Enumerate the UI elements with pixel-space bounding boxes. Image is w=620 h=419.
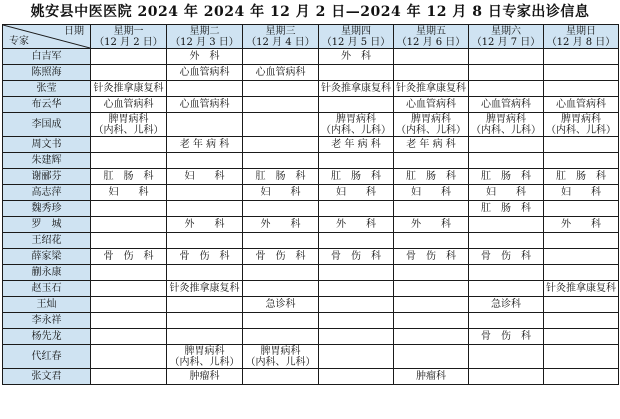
schedule-cell [469, 249, 544, 265]
doctor-name: 周文书 [3, 137, 91, 153]
corner-date-label: 日期 [64, 26, 84, 37]
schedule-cell [167, 217, 243, 233]
table-row [3, 265, 619, 281]
schedule-cell [243, 49, 319, 65]
department-label: 骨 伤 科 [331, 251, 381, 262]
doctor-name: 李永祥 [3, 313, 91, 329]
day-header [544, 25, 619, 49]
department-label: 脾胃病科 （内科、儿科） [321, 113, 391, 136]
schedule-cell [167, 137, 243, 153]
schedule-cell [319, 313, 394, 329]
schedule-cell [167, 233, 243, 249]
department-label: 心血管病科 [556, 99, 606, 110]
day-header [319, 25, 394, 49]
schedule-cell [394, 97, 469, 113]
day-date: （12 月 6 日） [396, 36, 466, 48]
day-name: 星期二 [189, 25, 220, 37]
schedule-cell [544, 137, 619, 153]
doctor-name: 白吉军 [3, 49, 91, 65]
department-label: 外 科 [260, 219, 301, 230]
doctor-name: 王灿 [3, 297, 91, 313]
schedule-cell [469, 265, 544, 281]
schedule-cell [469, 153, 544, 169]
schedule-cell [394, 49, 469, 65]
department-label: 妇 科 [561, 187, 601, 198]
department-label: 心血管病科 [179, 99, 230, 110]
schedule-cell [394, 369, 469, 385]
schedule-cell [167, 345, 243, 369]
table-row [3, 113, 619, 137]
schedule-cell [469, 313, 544, 329]
schedule-cell [91, 49, 167, 65]
schedule-cell [243, 369, 319, 385]
day-date: （12 月 5 日） [321, 36, 391, 48]
day-name: 星期六 [491, 25, 521, 37]
department-label: 肛 肠 科 [406, 171, 456, 182]
schedule-cell [91, 217, 167, 233]
day-header [91, 25, 167, 49]
schedule-cell [91, 369, 167, 385]
department-label: 妇 科 [336, 187, 376, 198]
schedule-cell [394, 185, 469, 201]
schedule-cell [91, 169, 167, 185]
schedule-cell [544, 185, 619, 201]
doctor-name: 张莹 [3, 81, 91, 97]
department-label: 外 科 [336, 219, 376, 230]
schedule-cell [394, 81, 469, 97]
schedule-cell [167, 297, 243, 313]
schedule-cell [544, 297, 619, 313]
schedule-cell [243, 329, 319, 345]
table-row [3, 249, 619, 265]
schedule-cell [544, 97, 619, 113]
schedule-cell [469, 185, 544, 201]
schedule-cell [167, 265, 243, 281]
doctor-name: 高志萍 [3, 185, 91, 201]
doctor-name: 布云华 [3, 97, 91, 113]
table-row [3, 201, 619, 217]
schedule-cell [319, 249, 394, 265]
schedule-body [3, 49, 619, 385]
schedule-cell [243, 233, 319, 249]
schedule-cell [394, 281, 469, 297]
schedule-cell [394, 297, 469, 313]
schedule-cell [243, 217, 319, 233]
day-date: （12 月 2 日） [94, 36, 163, 48]
day-header [243, 25, 319, 49]
schedule-cell [91, 281, 167, 297]
schedule-cell [167, 281, 243, 297]
schedule-cell [544, 313, 619, 329]
department-label: 肛 肠 科 [331, 171, 381, 182]
schedule-cell [319, 345, 394, 369]
schedule-cell [394, 249, 469, 265]
table-row [3, 345, 619, 369]
department-label: 针灸推拿康复科 [93, 83, 164, 94]
schedule-cell [167, 153, 243, 169]
schedule-cell [394, 137, 469, 153]
schedule-cell [167, 249, 243, 265]
department-label: 肛 肠 科 [481, 171, 531, 182]
table-row [3, 281, 619, 297]
schedule-cell [91, 313, 167, 329]
schedule-cell [394, 329, 469, 345]
schedule-cell [469, 97, 544, 113]
doctor-name: 李国成 [3, 113, 91, 137]
schedule-cell [394, 113, 469, 137]
table-row [3, 169, 619, 185]
doctor-name: 陈照海 [3, 65, 91, 81]
department-label: 心血管病科 [406, 99, 456, 110]
schedule-cell [469, 65, 544, 81]
schedule-cell [167, 329, 243, 345]
schedule-cell [394, 153, 469, 169]
schedule-cell [91, 265, 167, 281]
page-title: 姚安县中医医院 2024 年 2024 年 12 月 2 日—2024 年 12 月 8 日专家出诊信息 [30, 4, 590, 20]
schedule-cell [319, 201, 394, 217]
schedule-cell [243, 249, 319, 265]
department-label: 针灸推拿康复科 [321, 83, 391, 94]
schedule-cell [243, 313, 319, 329]
schedule-cell [544, 201, 619, 217]
department-label: 骨 伤 科 [481, 331, 531, 342]
day-name: 星期四 [341, 25, 371, 37]
schedule-cell [319, 281, 394, 297]
schedule-cell [243, 81, 319, 97]
department-label: 老 年 病 科 [406, 139, 456, 150]
schedule-cell [469, 201, 544, 217]
schedule-cell [167, 113, 243, 137]
schedule-table [2, 24, 619, 385]
department-label: 肛 肠 科 [103, 171, 154, 182]
department-label: 外 科 [411, 219, 451, 230]
table-row [3, 369, 619, 385]
department-label: 肿瘤科 [189, 371, 220, 382]
schedule-cell [544, 169, 619, 185]
corner-cell [3, 25, 91, 49]
schedule-cell [469, 81, 544, 97]
department-label: 急诊科 [265, 299, 296, 310]
schedule-cell [469, 297, 544, 313]
schedule-cell [91, 97, 167, 113]
schedule-cell [319, 297, 394, 313]
schedule-cell [319, 169, 394, 185]
table-row [3, 81, 619, 97]
table-row [3, 313, 619, 329]
department-label: 心血管病科 [255, 67, 306, 78]
table-row [3, 97, 619, 113]
table-row [3, 153, 619, 169]
schedule-cell [469, 217, 544, 233]
department-label: 骨 伤 科 [406, 251, 456, 262]
schedule-cell [243, 97, 319, 113]
schedule-cell [469, 233, 544, 249]
schedule-cell [469, 113, 544, 137]
schedule-cell [544, 369, 619, 385]
schedule-cell [167, 201, 243, 217]
department-label: 脾胃病科 （内科、儿科） [169, 345, 240, 368]
doctor-name: 罗 城 [3, 217, 91, 233]
doctor-name: 王绍花 [3, 233, 91, 249]
doctor-name: 代红春 [3, 345, 91, 369]
schedule-cell [167, 169, 243, 185]
department-label: 肛 肠 科 [481, 203, 531, 214]
schedule-cell [319, 153, 394, 169]
schedule-cell [243, 281, 319, 297]
table-row [3, 185, 619, 201]
doctor-name: 朱建辉 [3, 153, 91, 169]
doctor-name: 杨先龙 [3, 329, 91, 345]
schedule-cell [91, 185, 167, 201]
schedule-cell [394, 233, 469, 249]
day-header [394, 25, 469, 49]
department-label: 妇 科 [411, 187, 451, 198]
schedule-cell [319, 369, 394, 385]
schedule-cell [91, 113, 167, 137]
table-row [3, 297, 619, 313]
schedule-cell [394, 65, 469, 81]
schedule-cell [91, 81, 167, 97]
schedule-cell [544, 153, 619, 169]
doctor-name: 赵玉石 [3, 281, 91, 297]
schedule-cell [243, 153, 319, 169]
schedule-cell [394, 345, 469, 369]
department-label: 妇 科 [260, 187, 301, 198]
department-label: 针灸推拿康复科 [396, 83, 466, 94]
department-label: 针灸推拿康复科 [169, 283, 240, 294]
schedule-cell [544, 345, 619, 369]
schedule-cell [167, 185, 243, 201]
schedule-cell [544, 265, 619, 281]
schedule-cell [544, 81, 619, 97]
department-label: 外 科 [189, 51, 220, 62]
schedule-cell [394, 313, 469, 329]
schedule-cell [91, 249, 167, 265]
header-row [3, 25, 619, 49]
department-label: 肛 肠 科 [255, 171, 306, 182]
day-name: 星期一 [113, 25, 144, 37]
schedule-cell [167, 313, 243, 329]
schedule-cell [167, 65, 243, 81]
schedule-cell [319, 49, 394, 65]
schedule-cell [91, 65, 167, 81]
schedule-cell [167, 97, 243, 113]
schedule-cell [91, 153, 167, 169]
schedule-cell [469, 345, 544, 369]
department-label: 外 科 [341, 51, 371, 62]
schedule-cell [91, 329, 167, 345]
department-label: 肿瘤科 [416, 371, 446, 382]
schedule-cell [319, 265, 394, 281]
department-label: 骨 伤 科 [103, 251, 154, 262]
schedule-cell [167, 81, 243, 97]
day-name: 星期日 [566, 25, 596, 37]
schedule-cell [243, 185, 319, 201]
schedule-cell [544, 249, 619, 265]
day-header [469, 25, 544, 49]
doctor-name: 谢郦芬 [3, 169, 91, 185]
department-label: 妇 科 [486, 187, 526, 198]
schedule-cell [394, 217, 469, 233]
department-label: 脾胃病科 （内科、儿科） [396, 113, 466, 136]
schedule-cell [394, 169, 469, 185]
doctor-name: 张文君 [3, 369, 91, 385]
doctor-name: 薛家梁 [3, 249, 91, 265]
schedule-cell [394, 201, 469, 217]
day-name: 星期五 [416, 25, 446, 37]
table-row [3, 233, 619, 249]
department-label: 骨 伤 科 [481, 251, 531, 262]
department-label: 心血管病科 [103, 99, 154, 110]
schedule-cell [544, 329, 619, 345]
schedule-cell [544, 281, 619, 297]
schedule-cell [469, 49, 544, 65]
schedule-cell [319, 217, 394, 233]
table-row [3, 137, 619, 153]
department-label: 心血管病科 [481, 99, 531, 110]
schedule-cell [544, 65, 619, 81]
day-header [167, 25, 243, 49]
schedule-cell [243, 297, 319, 313]
day-date: （12 月 7 日） [471, 36, 541, 48]
department-label: 外 科 [561, 219, 601, 230]
schedule-cell [469, 329, 544, 345]
day-name: 星期三 [265, 25, 296, 37]
schedule-cell [91, 201, 167, 217]
department-label: 脾胃病科 （内科、儿科） [245, 345, 316, 368]
schedule-cell [243, 65, 319, 81]
department-label: 急诊科 [491, 299, 521, 310]
schedule-cell [243, 137, 319, 153]
department-label: 妇 科 [108, 187, 149, 198]
schedule-cell [544, 49, 619, 65]
schedule-cell [394, 265, 469, 281]
department-label: 外 科 [184, 219, 225, 230]
schedule-cell [544, 113, 619, 137]
day-date: （12 月 4 日） [246, 36, 315, 48]
schedule-cell [469, 281, 544, 297]
table-row [3, 329, 619, 345]
department-label: 老 年 病 科 [331, 139, 381, 150]
department-label: 妇 科 [184, 171, 225, 182]
table-row [3, 49, 619, 65]
schedule-cell [319, 113, 394, 137]
schedule-cell [243, 201, 319, 217]
department-label: 脾胃病科 （内科、儿科） [93, 113, 164, 136]
schedule-cell [243, 345, 319, 369]
schedule-cell [319, 233, 394, 249]
day-date: （12 月 8 日） [546, 36, 616, 48]
department-label: 老 年 病 科 [179, 139, 230, 150]
schedule-cell [319, 137, 394, 153]
schedule-cell [469, 137, 544, 153]
schedule-cell [319, 329, 394, 345]
table-row [3, 217, 619, 233]
department-label: 脾胃病科 （内科、儿科） [546, 113, 616, 136]
schedule-cell [91, 345, 167, 369]
department-label: 针灸推拿康复科 [546, 283, 616, 294]
schedule-cell [91, 137, 167, 153]
department-label: 骨 伤 科 [255, 251, 306, 262]
schedule-cell [91, 233, 167, 249]
schedule-cell [544, 217, 619, 233]
schedule-cell [319, 65, 394, 81]
schedule-cell [167, 49, 243, 65]
department-label: 肛 肠 科 [556, 171, 606, 182]
schedule-cell [319, 185, 394, 201]
schedule-cell [167, 369, 243, 385]
schedule-cell [319, 81, 394, 97]
schedule-cell [469, 369, 544, 385]
day-date: （12 月 3 日） [170, 36, 239, 48]
schedule-cell [243, 265, 319, 281]
schedule-cell [319, 97, 394, 113]
department-label: 脾胃病科 （内科、儿科） [471, 113, 541, 136]
schedule-cell [544, 233, 619, 249]
schedule-cell [243, 113, 319, 137]
table-row [3, 65, 619, 81]
doctor-name: 魏秀珍 [3, 201, 91, 217]
department-label: 骨 伤 科 [179, 251, 230, 262]
corner-doctor-label: 专家 [9, 36, 29, 47]
doctor-name: 蒯永康 [3, 265, 91, 281]
department-label: 心血管病科 [179, 67, 230, 78]
schedule-cell [91, 297, 167, 313]
schedule-cell [469, 169, 544, 185]
schedule-cell [243, 169, 319, 185]
